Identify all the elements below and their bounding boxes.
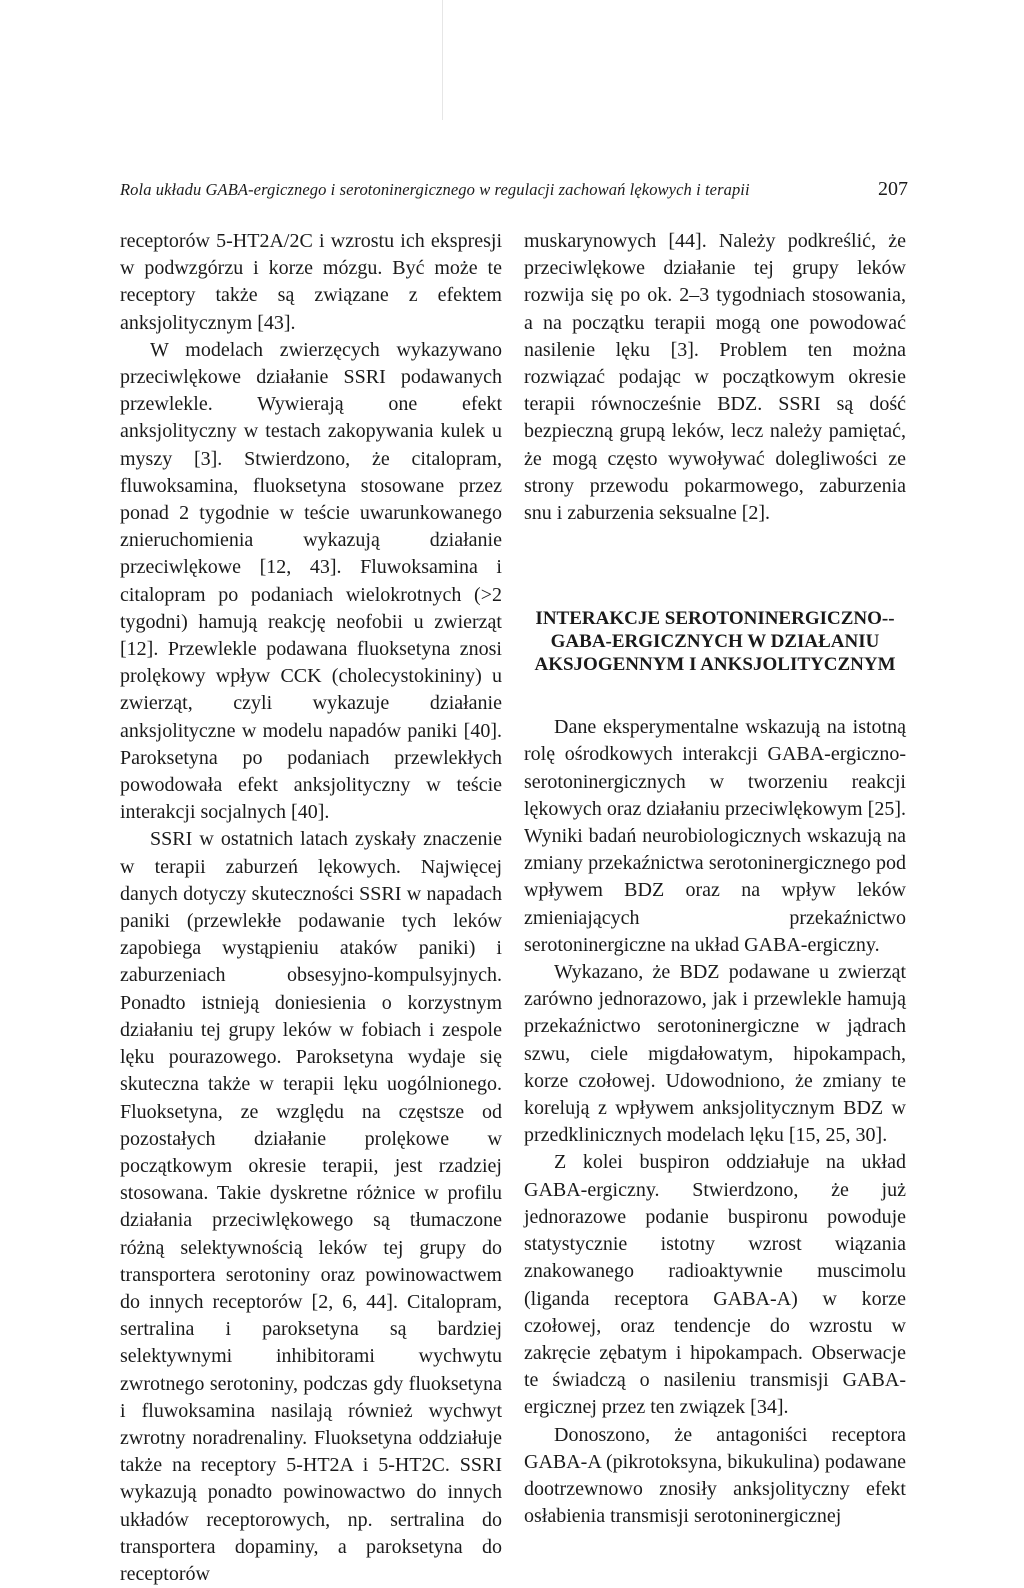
section-heading: INTERAKCJE SEROTONINERGICZNO--GABA-ERGICZNYCH W DZIAŁANIU AKSJOGENNYM I ANKSJOLITYCZNYM [534,608,896,676]
paragraph: W modelach zwierzęcych wykazywano przeciwlękowe działanie SSRI podawanych przewlekle. Wywierają one efekt anksjolityczny w testach zakopywania kulek u myszy [3]. Stwierdzono, że citalopram, fluwoksamina, fluoksetyna stosowane przez ponad 2 tygodnie w teście uwarunkowanego znieruchomienia wykazują działanie przeciwlękowe [12, 43]. Fluwoksamina i citalopram po podaniach wielokrotnych (>2 tygodni) hamują reakcję neofobii u zwierząt [12]. Przewlekle podawana fluoksetyna znosi prolękowy wpływ CCK (cholecystokininy) u zwierząt, czyli wykazuje działanie anksjolityczne w modelu napadów paniki [40]. Paroksetyna po podaniach przewlekłych powodowała efekt anksjolityczny w teście interakcji socjalnych [40]. [120,338,502,824]
right-column [524,228,906,1530]
scan-artifact-line [442,0,443,120]
running-head: Rola układu GABA-ergicznego i serotoninergicznego w regulacji zachowań lękowych i terapii [120,180,750,199]
left-column [120,228,502,1588]
paragraph: Dane eksperymentalne wskazują na istotną rolę ośrodkowych interakcji GABA-ergiczno-serotoninergicznych w tworzeniu reakcji lękowych oraz działaniu przeciwlękowym [25]. Wyniki badań neurobiologicznych wskazują na zmiany przekaźnictwa serotoninergicznego pod wpływem BDZ oraz na wpływ leków zmieniających przekaźnictwo serotoninergiczne na układ GABA-ergiczny. [524,716,906,956]
paragraph: Z kolei buspiron oddziałuje na układ GABA-ergiczny. Stwierdzono, że już jednorazowe podanie buspironu powoduje statystycznie istotny wzrost wiązania znakowanego radioaktywnie muscimolu (liganda receptora GABA-A) w korze czołowej, oraz tendencje do wzrostu w zakręcie zębatym i hipokampach. Obserwacje te świadczą o nasileniu transmisji GABA-ergicznej przez ten związek [34]. [524,1151,906,1419]
paragraph: receptorów 5-HT2A/2C i wzrostu ich ekspresji w podwzgórzu i korze mózgu. Być może te receptory także są związane z efektem anksjolitycznym [43]. [120,230,502,334]
paragraph: SSRI w ostatnich latach zyskały znaczenie w terapii zaburzeń lękowych. Najwięcej danych dotyczy skuteczności SSRI w napadach paniki (przewlekłe podawanie tych leków zapobiega wystąpieniu ataków paniki) i zaburzeniach obsesyjno-kompulsyjnych. Ponadto istnieją doniesienia o korzystnym działaniu tej grupy leków w fobiach i zespole lęku pourazowego. Paroksetyna wydaje się skuteczna także w terapii lęku uogólnionego. Fluoksetyna, ze względu na częstsze od pozostałych działanie prolękowe w początkowym okresie terapii, jest rzadziej stosowana. Takie dyskretne różnice w profilu działania przeciwlękowego są tłumaczone różną selektywnością leków tej grupy do transportera serotoniny oraz powinowactwem do innych receptorów [2, 6, 44]. Citalopram, sertralina i paroksetyna są bardziej selektywnymi inhibitorami wychwytu zwrotnego serotoniny, podczas gdy fluoksetyna i fluwoksamina nasilają również wychwyt zwrotny noradrenaliny. Fluoksetyna oddziałuje także na receptory 5-HT2A i 5-HT2C. SSRI wykazują ponadto powinowactwo do innych układów receptorowych, np. sertralina do transportera dopaminy, a paroksetyna do receptorów [120,828,502,1585]
paragraph: Wykazano, że BDZ podawane u zwierząt zarówno jednorazowo, jak i przewlekle hamują przekaźnictwo serotoninergiczne w jądrach szwu, ciele migdałowatym, hipokampach, korze czołowej. Udowodniono, że zmiany te korelują z wpływem anksjolitycznym BDZ w przedklinicznych modelach lęku [15, 25, 30]. [524,961,906,1147]
paragraph: Donoszono, że antagoniści receptora GABA-A (pikrotoksyna, bikukulina) podawane dootrzewnowo znosiły anksjolityczny efekt osłabienia transmisji serotoninergicznej [524,1423,906,1528]
paragraph-continued: muskarynowych [44]. Należy podkreślić, że przeciwlękowe działanie tej grupy leków rozwija się po ok. 2–3 tygodniach stosowania, a na początku terapii mogą one powodować nasilenie lęku [3]. Problem ten można rozwiązać podając w początkowym okresie terapii równocześnie BDZ. SSRI są dość bezpieczną grupą leków, lecz należy pamiętać, że mogą często wywoływać dolegliwości ze strony przewodu pokarmowego, zaburzenia snu i zaburzenia seksualne [2]. [524,230,906,525]
page-number: 207 [878,178,908,200]
